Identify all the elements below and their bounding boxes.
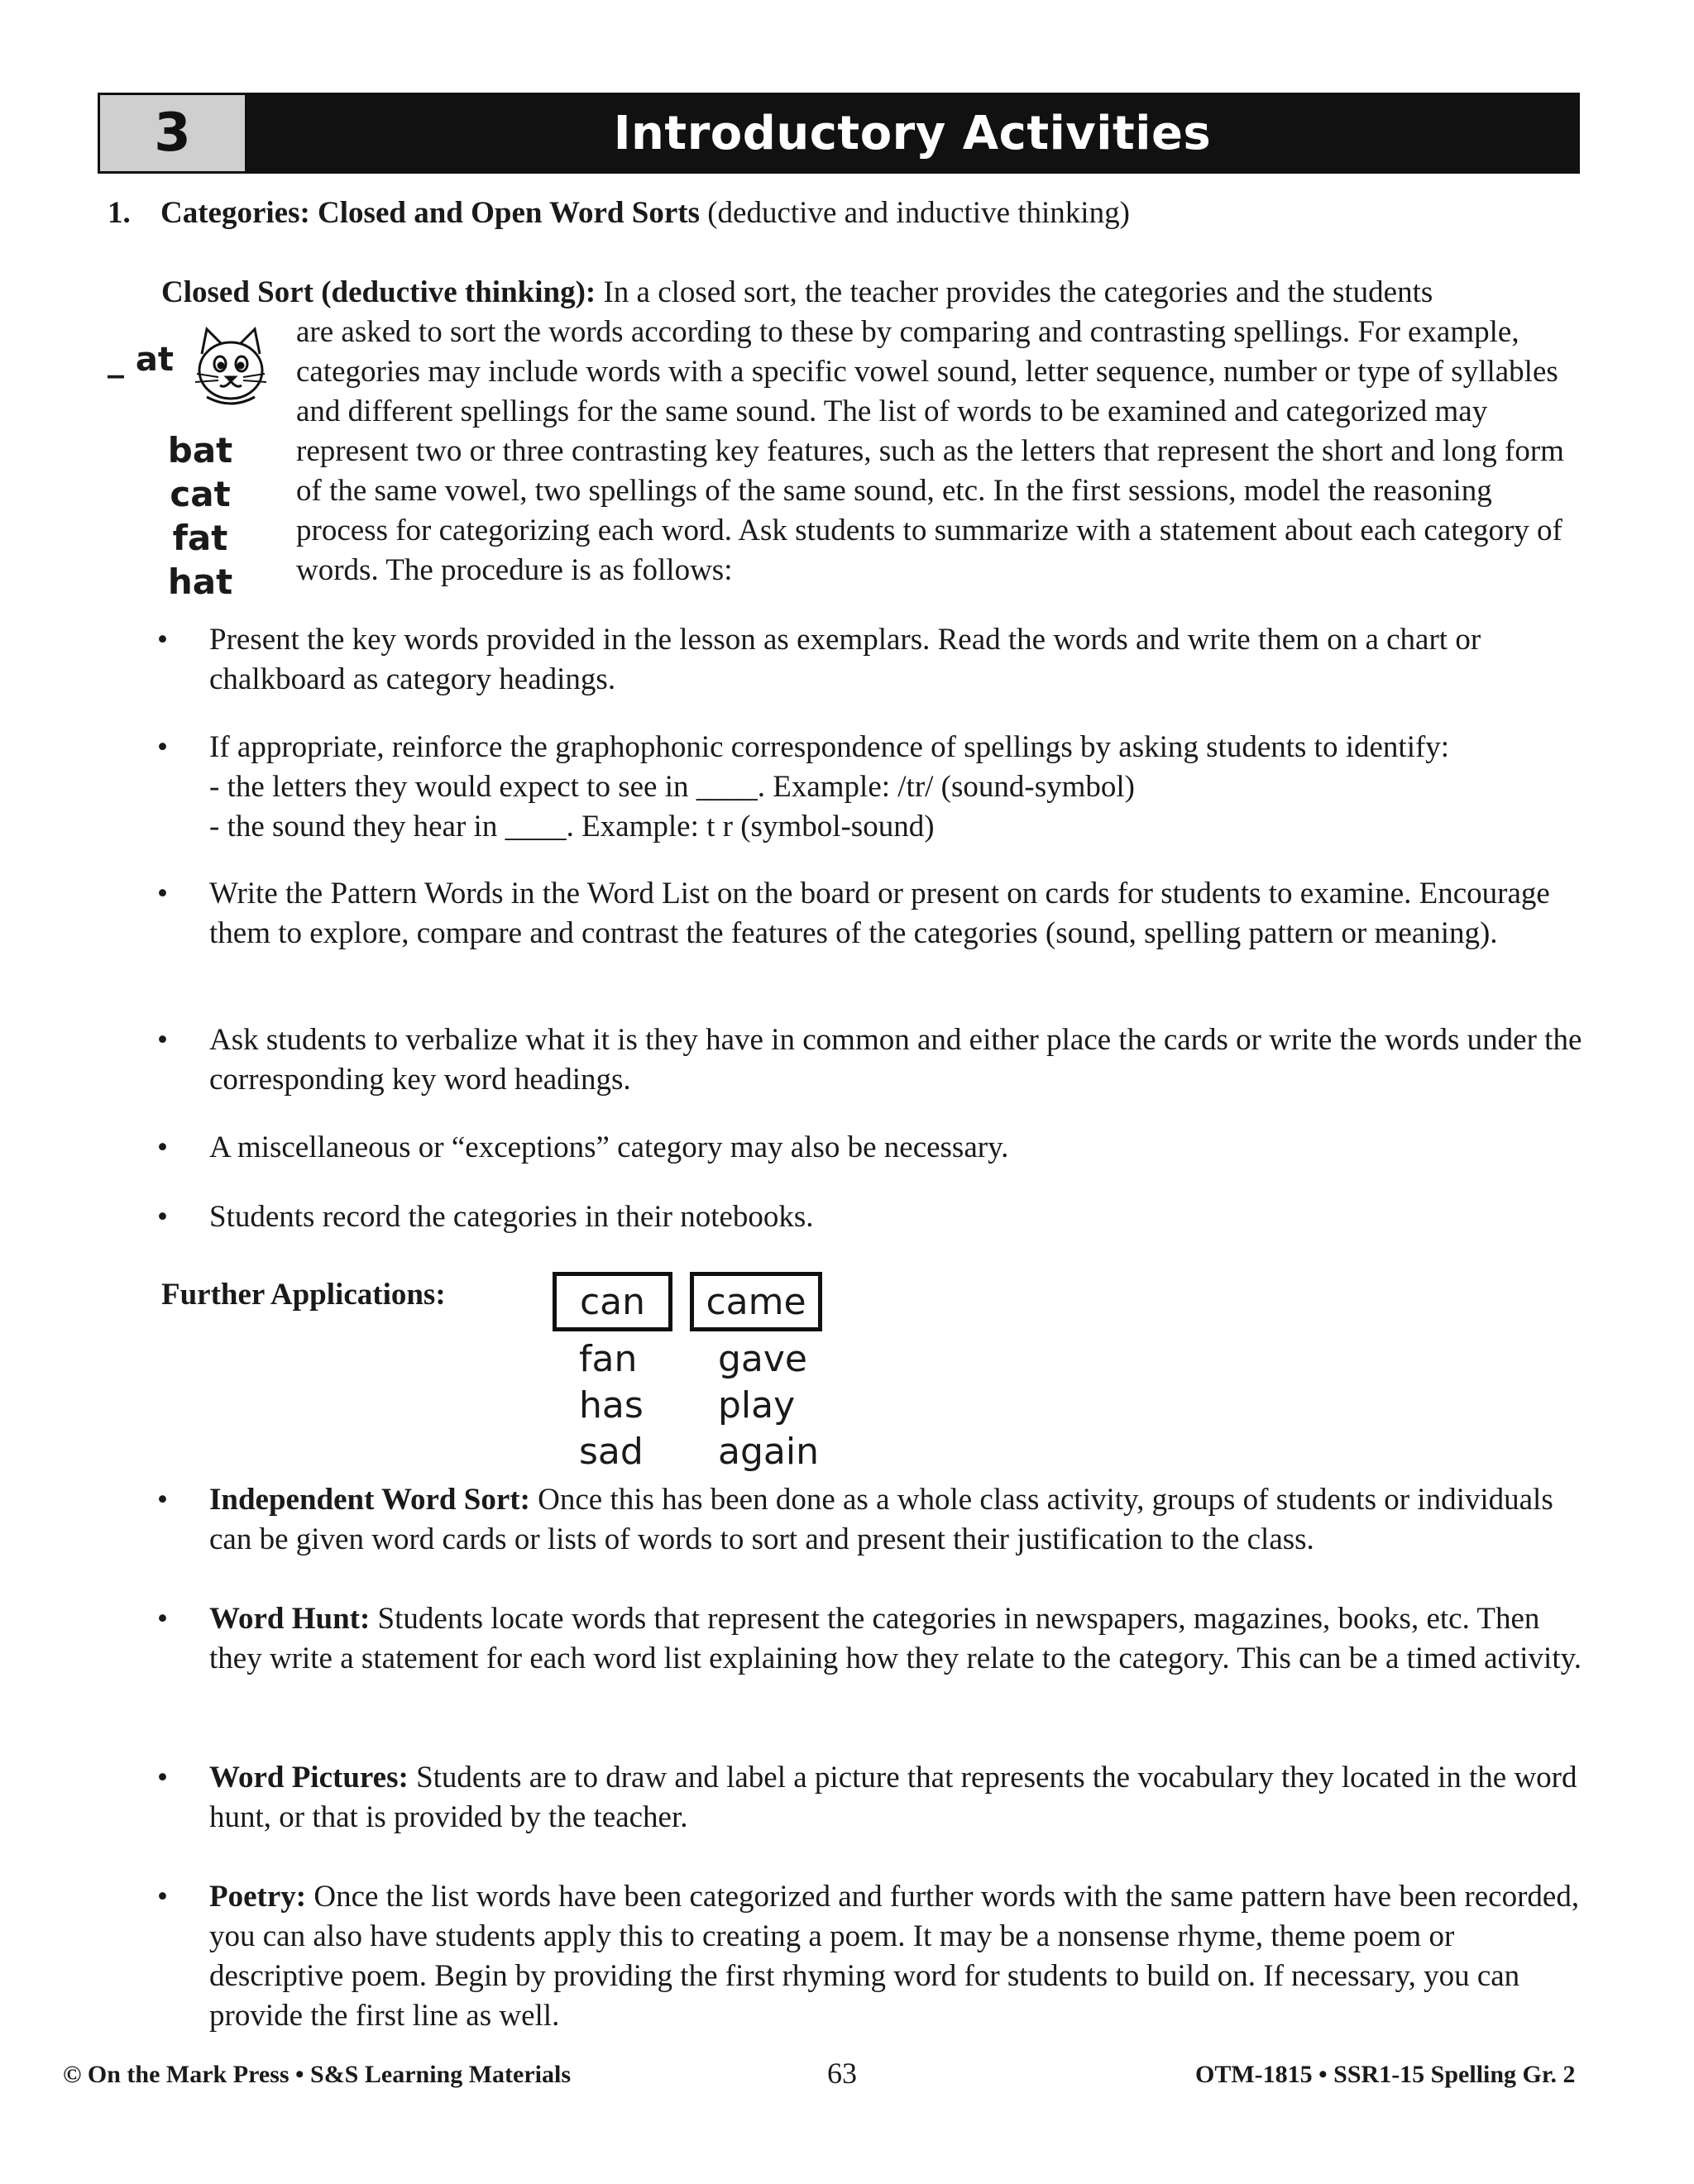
section-subtitle: (deductive and inductive thinking): [699, 196, 1130, 230]
application-text: Once the list words have been categorized and further words with the same pattern have been recorded, you can also have students apply this to creating a poem. It may be a nonsense rhyme, theme poem or descriptive poem. Begin by providing the first rhyming word for students to build on. If necessary, you can provide the first line as well.: [209, 1880, 1580, 2033]
application-bullet: [157, 1480, 1588, 1560]
sort-word: has: [579, 1384, 644, 1427]
bullet-marker: •: [157, 1880, 168, 1914]
bullet-marker: •: [157, 730, 168, 764]
bullet-subline: - the letters they would expect to see in ____. Example: /tr/ (sound-symbol): [209, 770, 1135, 804]
bullet-subline: - the sound they hear in ____. Example: t r (symbol-sound): [209, 810, 935, 843]
word-family-word: fat: [172, 518, 228, 558]
chapter-number: 3: [100, 95, 247, 171]
page-number: 63: [827, 2057, 857, 2090]
bullet-marker: •: [157, 1602, 168, 1636]
section-title: Categories: Closed and Open Word Sorts: [160, 196, 700, 230]
bullet-text: Write the Pattern Words in the Word List on the board or present on cards for students to examine. Encourage them to explore, compare and contrast the features of the categories (sound, spelling pattern or meaning).: [209, 877, 1550, 950]
sort-word: sad: [579, 1431, 644, 1473]
section-heading: [108, 194, 1596, 233]
application-text: Students locate words that represent the categories in newspapers, magazines, books, etc. Then they write a statement for each word list explaining how they relate to the category. This can be a timed activity.: [209, 1602, 1582, 1675]
bullet-marker: •: [157, 1130, 168, 1164]
closed-sort-intro: [161, 273, 1588, 313]
word-family-graphic: [93, 323, 299, 604]
page-title: Introductory Activities: [247, 95, 1577, 171]
procedure-bullet: [157, 1020, 1588, 1100]
word-column-came: [718, 1336, 819, 1475]
word-family-list: [159, 428, 242, 604]
procedure-bullet: [157, 1197, 1588, 1237]
sort-word: gave: [718, 1338, 808, 1380]
further-applications-label: Further Applications:: [161, 1278, 446, 1312]
sort-word: fan: [579, 1338, 638, 1380]
application-bullet: [157, 1599, 1588, 1679]
footer-publisher: © On the Mark Press • S&S Learning Materials: [63, 2061, 571, 2088]
word-column-can: [579, 1336, 644, 1475]
bullet-marker: •: [157, 1200, 168, 1234]
application-text: Once this has been done as a whole class activity, groups of students or individuals can be given word cards or lists of words to sort and present their justification to the class.: [209, 1483, 1553, 1556]
application-bullet: [157, 1758, 1588, 1838]
bullet-text: Present the key words provided in the lesson as exemplars. Read the words and write them on a chart or chalkboard as category headings.: [209, 623, 1481, 696]
bullet-marker: •: [157, 623, 168, 657]
application-text: Students are to draw and label a picture that represents the vocabulary they located in the word hunt, or that is provided by the teacher.: [209, 1761, 1577, 1834]
bullet-text: Students record the categories in their notebooks.: [209, 1200, 814, 1234]
application-title: Independent Word Sort:: [209, 1483, 530, 1517]
application-title: Word Pictures:: [209, 1761, 409, 1795]
bullet-marker: •: [157, 1761, 168, 1795]
application-bullet: [157, 1877, 1588, 2036]
procedure-bullet: [157, 728, 1588, 847]
bullet-text: If appropriate, reinforce the graphophonic correspondence of spellings by asking students to identify:: [209, 730, 1450, 764]
application-title: Poetry:: [209, 1880, 307, 1914]
key-word-can: can: [553, 1272, 672, 1331]
procedure-bullet: [157, 620, 1588, 700]
application-title: Word Hunt:: [209, 1602, 371, 1636]
footer-product-code: OTM-1815 • SSR1-15 Spelling Gr. 2: [1195, 2061, 1576, 2088]
sort-word: again: [718, 1431, 819, 1473]
bullet-marker: •: [157, 1023, 168, 1057]
word-family-word: bat: [167, 430, 233, 471]
closed-sort-body: are asked to sort the words according to these by comparing and contrasting spellings. For example, categories may include words with a specific vowel sound, letter sequence, number or type of syllables and different spellings for the same sound. The list of words to be examined and categorized may represent two or three contrasting key features, such as the letters that represent the short and long form of the same vowel, two spellings of the same sound, etc. In the first sessions, model the reasoning process for categorizing each word. Ask students to summarize with a statement about each category of words. The procedure is as follows:: [296, 315, 1564, 587]
cat-icon: [185, 323, 276, 413]
procedure-bullet: [157, 1128, 1588, 1168]
sort-word: play: [718, 1384, 796, 1427]
bullet-text: Ask students to verbalize what it is they have in common and either place the cards or write the words under the corresponding key word headings.: [209, 1023, 1582, 1097]
word-family-word: cat: [170, 474, 231, 514]
word-family-label: _ at: [108, 341, 175, 379]
bullet-text: A miscellaneous or “exceptions” category may also be necessary.: [209, 1130, 1009, 1164]
chapter-header: [98, 93, 1580, 174]
procedure-bullet: [157, 874, 1588, 953]
bullet-marker: •: [157, 877, 168, 910]
closed-sort-first-line: In a closed sort, the teacher provides the categories and the students: [596, 275, 1433, 309]
key-word-came: came: [690, 1272, 822, 1331]
section-number: 1.: [108, 196, 131, 230]
bullet-marker: •: [157, 1483, 168, 1517]
closed-sort-label: Closed Sort (deductive thinking):: [161, 275, 596, 309]
word-family-word: hat: [167, 562, 233, 602]
